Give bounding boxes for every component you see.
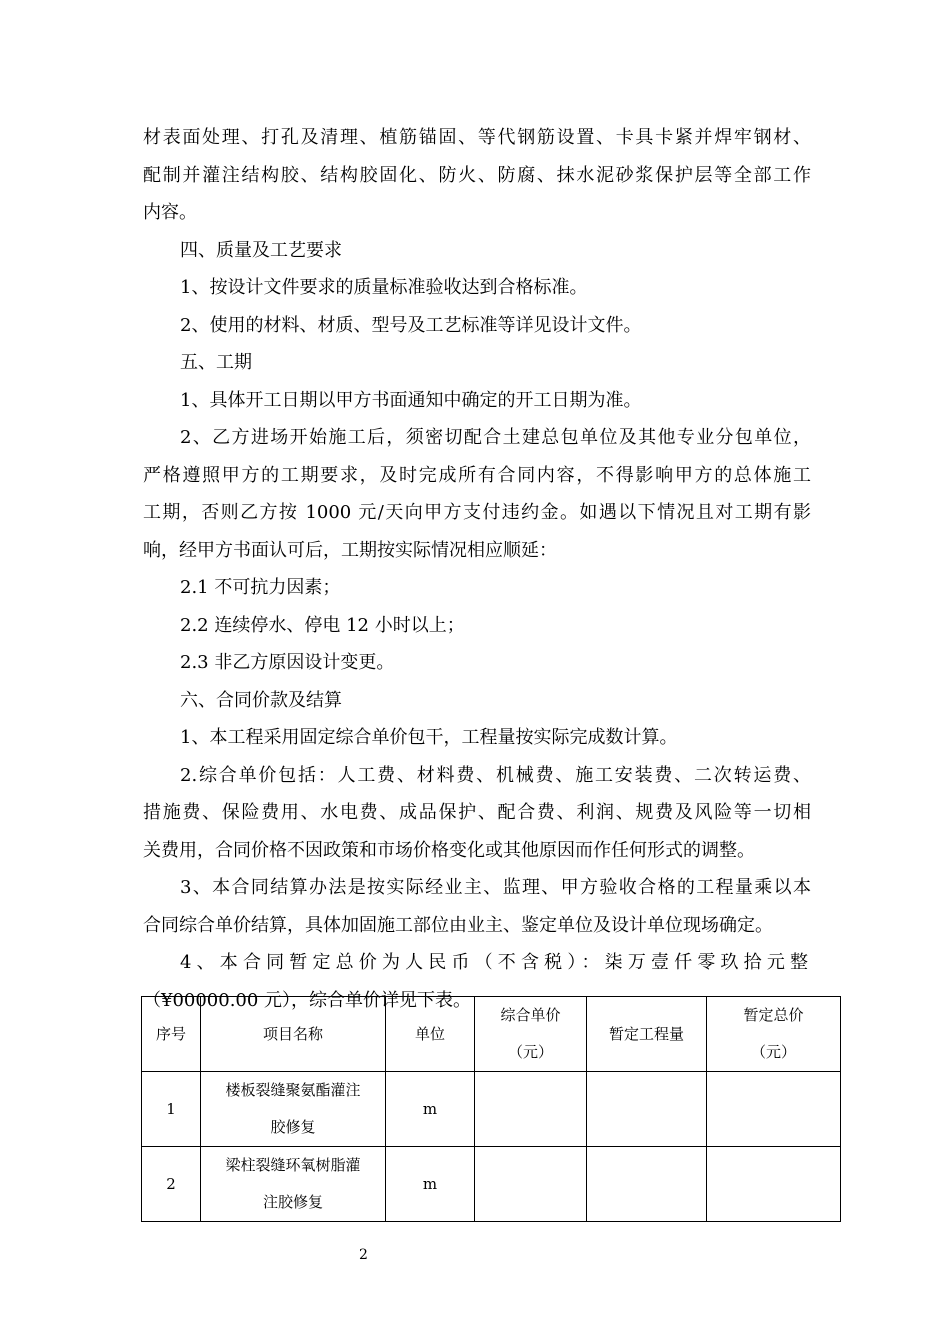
cell-unit: m <box>386 1147 475 1222</box>
paragraph-line: 4、本合同暂定总价为人民币（不含税）：柒万壹仟零玖拾元整 <box>180 952 811 973</box>
cell-price <box>475 1147 587 1222</box>
cell-qty <box>587 1072 707 1147</box>
page-number: 2 <box>359 1247 368 1263</box>
cell-name-line1: 梁柱裂缝环氧树脂灌 <box>225 1156 361 1174</box>
header-name: 项目名称 <box>201 997 386 1072</box>
paragraph-line: 材表面处理、打孔及清理、植筋锚固、等代钢筋设置、卡具卡紧并焊牢钢材、 <box>143 127 811 148</box>
paragraph-line: 3、本合同结算办法是按实际经业主、监理、甲方验收合格的工程量乘以本 <box>180 877 811 898</box>
cell-seq: 2 <box>142 1147 201 1222</box>
header-price-line2: （元） <box>507 1043 553 1061</box>
paragraph-line: （¥00000.00 元），综合单价详见下表。 <box>143 989 472 1011</box>
cell-price <box>475 1072 587 1147</box>
paragraph-line: 合同综合单价结算，具体加固施工部位由业主、鉴定单位及设计单位现场确定。 <box>143 914 773 936</box>
body-text <box>143 119 811 1019</box>
paragraph-line: 配制并灌注结构胶、结构胶固化、防火、防腐、抹水泥砂浆保护层等全部工作 <box>143 164 811 186</box>
cell-name <box>201 1147 386 1222</box>
list-item: 2.2 连续停水、停电 12 小时以上； <box>180 614 465 636</box>
paragraph-line: 工期，否则乙方按 1000 元/天向甲方支付违约金。如遇以下情况且对工期有影 <box>143 502 811 523</box>
unit-price-table <box>141 996 841 1222</box>
header-total-line1: 暂定总价 <box>743 1006 804 1024</box>
cell-name-line1: 楼板裂缝聚氨酯灌注 <box>225 1081 361 1099</box>
cell-name <box>201 1072 386 1147</box>
paragraph-line: 内容。 <box>143 202 197 223</box>
cell-name-line2: 胶修复 <box>270 1118 316 1136</box>
cell-seq: 1 <box>142 1072 201 1147</box>
paragraph-line: 1、按设计文件要求的质量标准验收达到合格标准。 <box>180 277 588 298</box>
paragraph-line: 2.综合单价包括：人工费、材料费、机械费、施工安装费、二次转运费、 <box>180 764 811 786</box>
table-header-row <box>142 997 841 1072</box>
section-heading: 六、合同价款及结算 <box>180 689 342 711</box>
paragraph-line: 关费用，合同价格不因政策和市场价格变化或其他原因而作任何形式的调整。 <box>143 839 755 861</box>
table-row <box>142 1072 841 1147</box>
header-unit: 单位 <box>386 997 475 1072</box>
list-item: 2.1 不可抗力因素； <box>180 577 341 598</box>
paragraph-line: 1、本工程采用固定综合单价包干，工程量按实际完成数计算。 <box>180 727 678 748</box>
header-total <box>707 997 841 1072</box>
section-heading: 五、工期 <box>180 352 252 373</box>
paragraph-line: 响，经甲方书面认可后，工期按实际情况相应顺延： <box>143 539 557 561</box>
cell-qty <box>587 1147 707 1222</box>
cell-total <box>707 1072 841 1147</box>
header-total-line2: （元） <box>750 1043 796 1061</box>
paragraph-line: 2、使用的材料、材质、型号及工艺标准等详见设计文件。 <box>180 314 642 336</box>
cell-name-line2: 注胶修复 <box>262 1193 323 1211</box>
header-price-line1: 综合单价 <box>500 1006 561 1024</box>
header-price <box>475 997 587 1072</box>
paragraph-line: 严格遵照甲方的工期要求，及时完成所有合同内容，不得影响甲方的总体施工 <box>143 464 811 486</box>
paragraph-line: 2、乙方进场开始施工后，须密切配合土建总包单位及其他专业分包单位， <box>180 427 811 448</box>
paragraph-line: 措施费、保险费用、水电费、成品保护、配合费、利润、规费及风险等一切相 <box>143 802 811 823</box>
cell-unit: m <box>386 1072 475 1147</box>
section-heading: 四、质量及工艺要求 <box>180 239 342 261</box>
paragraph-line: 1、具体开工日期以甲方书面通知中确定的开工日期为准。 <box>180 389 642 411</box>
cell-total <box>707 1147 841 1222</box>
list-item: 2.3 非乙方原因设计变更。 <box>180 652 395 673</box>
header-qty: 暂定工程量 <box>587 997 707 1072</box>
table-row <box>142 1147 841 1222</box>
header-seq: 序号 <box>142 997 201 1072</box>
